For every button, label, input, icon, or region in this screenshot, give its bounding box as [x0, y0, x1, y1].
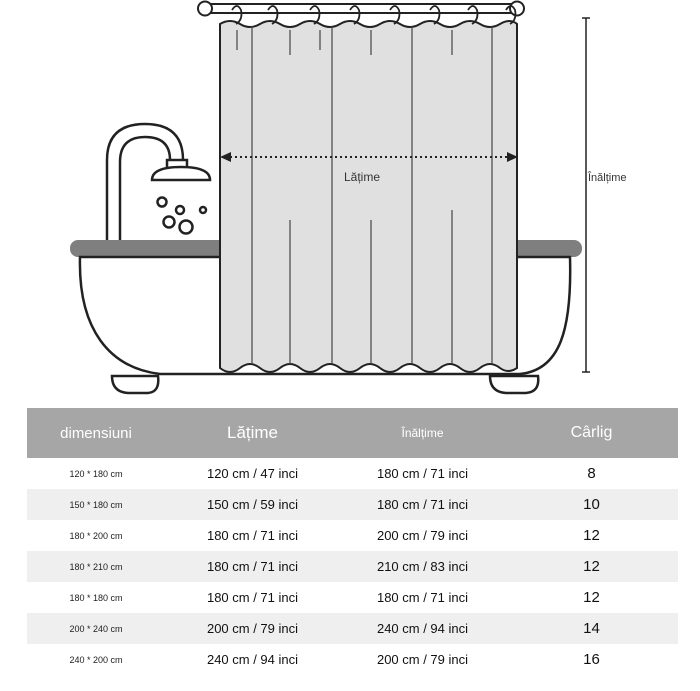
cell-dimensions: 180 * 200 cm	[69, 530, 123, 541]
cell-hooks: 10	[583, 496, 600, 513]
curtain-panel	[220, 21, 517, 372]
cell-height: 180 cm / 71 inci	[376, 590, 469, 605]
cell-height: 240 cm / 94 inci	[376, 621, 469, 636]
cell-width: 180 cm / 71 inci	[206, 528, 299, 543]
cell-dimensions: 120 * 180 cm	[69, 468, 123, 479]
bathtub-foot-right	[490, 376, 538, 393]
cell-dimensions: 180 * 210 cm	[69, 561, 123, 572]
cell-height: 180 cm / 71 inci	[376, 466, 469, 481]
size-table	[27, 408, 678, 675]
header-width: Lățime	[226, 423, 279, 442]
table-header	[27, 408, 678, 458]
width-label: Lățime	[344, 170, 381, 184]
table-row	[27, 520, 678, 551]
cell-height: 180 cm / 71 inci	[376, 497, 469, 512]
faucet-icon	[107, 124, 210, 240]
cell-dimensions: 200 * 240 cm	[69, 623, 123, 634]
cell-width: 180 cm / 71 inci	[206, 559, 299, 574]
height-label: Înălțime	[588, 172, 627, 184]
cell-width: 120 cm / 47 inci	[206, 466, 299, 481]
cell-dimensions: 150 * 180 cm	[69, 499, 123, 510]
height-arrow	[582, 18, 590, 372]
table-row	[27, 551, 678, 582]
table-row	[27, 489, 678, 520]
cell-width: 240 cm / 94 inci	[206, 652, 299, 667]
cell-hooks: 12	[583, 527, 600, 544]
table-row	[27, 582, 678, 613]
header-dimensions: dimensiuni	[60, 424, 132, 442]
header-height: Înălțime	[401, 426, 444, 440]
cell-dimensions: 180 * 180 cm	[69, 592, 123, 603]
table-row	[27, 644, 678, 675]
cell-hooks: 8	[587, 465, 596, 482]
cell-width: 150 cm / 59 inci	[206, 497, 299, 512]
header-hooks: Cârlig	[570, 424, 613, 441]
bathtub-foot-left	[112, 376, 158, 393]
cell-height: 200 cm / 79 inci	[376, 528, 469, 543]
cell-height: 200 cm / 79 inci	[376, 652, 469, 667]
table-row	[27, 613, 678, 644]
cell-hooks: 16	[583, 651, 600, 668]
cell-width: 200 cm / 79 inci	[206, 621, 299, 636]
cell-hooks: 12	[583, 589, 600, 606]
cell-width: 180 cm / 71 inci	[206, 590, 299, 605]
cell-dimensions: 240 * 200 cm	[69, 654, 123, 665]
table-row	[27, 458, 678, 489]
cell-height: 210 cm / 83 inci	[376, 559, 469, 574]
cell-hooks: 14	[583, 620, 600, 637]
cell-hooks: 12	[583, 558, 600, 575]
